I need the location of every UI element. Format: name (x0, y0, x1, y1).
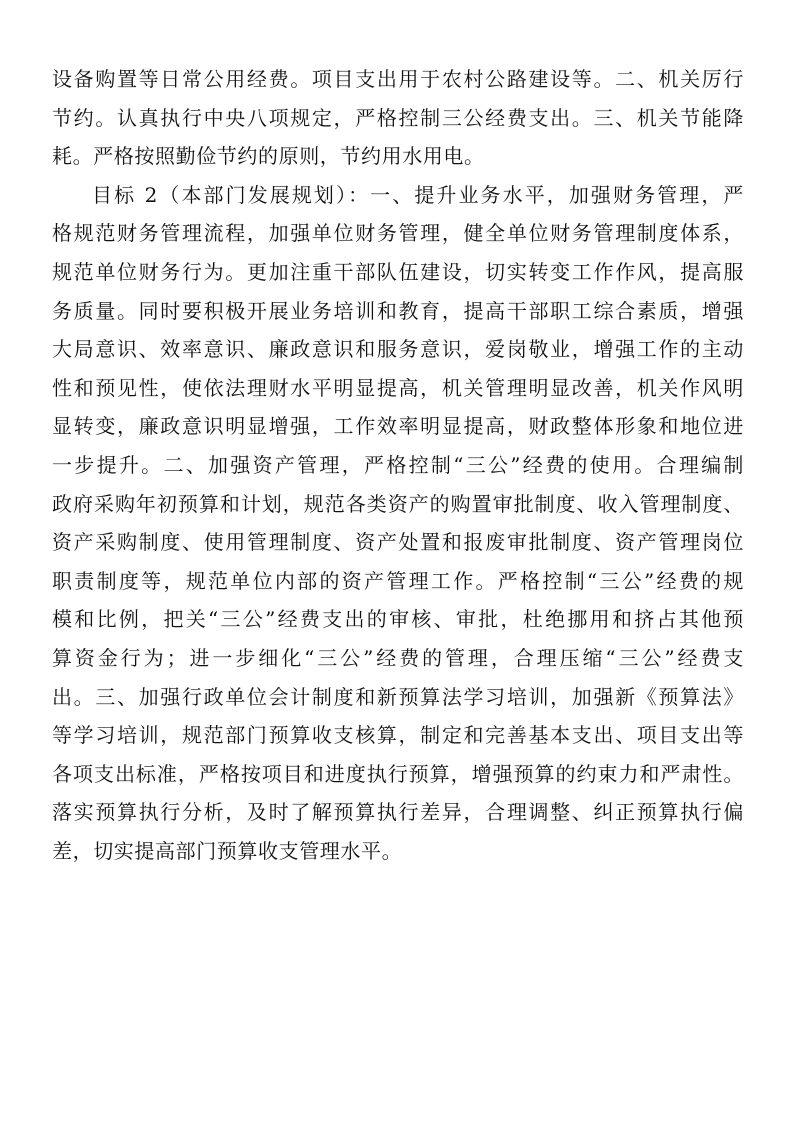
text-line: 显转变，廉政意识明显增强，工作效率明显提高，财政整体形象和地位进 (52, 414, 744, 439)
text-line: 设备购置等日常公用经费。项目支出用于农村公路建设等。二、机关厉行 (52, 67, 744, 91)
text-line: 职责制度等，规范单位内部的资产管理工作。严格控制“三公”经费的规 (52, 568, 744, 593)
text-line: 政府采购年初预算和计划，规范各类资产的购置审批制度、收入管理制度、 (52, 491, 744, 516)
document-body (52, 60, 744, 870)
paragraph-2 (52, 176, 744, 871)
text-line: 各项支出标准，严格按项目和进度执行预算，增强预算的约束力和严肃性。 (52, 761, 744, 786)
text-line: 等学习培训，规范部门预算收支核算，制定和完善基本支出、项目支出等 (52, 723, 744, 748)
text-line: 出。三、加强行政单位会计制度和新预算法学习培训，加强新《预算法》 (52, 684, 744, 709)
text-line: 大局意识、效率意识、廉政意识和服务意识，爱岗敬业，增强工作的主动 (52, 337, 744, 362)
text-line: 格规范财务管理流程，加强单位财务管理，健全单位财务管理制度体系， (52, 221, 744, 246)
text-line: 务质量。同时要积极开展业务培训和教育，提高干部职工综合素质，增强 (52, 298, 744, 323)
text-line: 差，切实提高部门预算收支管理水平。 (52, 838, 403, 863)
text-line: 资产采购制度、使用管理制度、资产处置和报废审批制度、资产管理岗位 (52, 530, 744, 555)
text-line: 算资金行为；进一步细化“三公”经费的管理，合理压缩“三公”经费支 (52, 645, 744, 670)
text-line: 落实预算执行分析，及时了解预算执行差异，合理调整、纠正预算执行偏 (52, 800, 744, 825)
text-line: 耗。严格按照勤俭节约的原则，节约用水用电。 (52, 144, 485, 169)
text-line: 节约。认真执行中央八项规定，严格控制三公经费支出。三、机关节能降 (52, 105, 744, 130)
text-line: 规范单位财务行为。更加注重干部队伍建设，切实转变工作作风，提高服 (52, 259, 744, 284)
text-line: 模和比例，把关“三公”经费支出的审核、审批，杜绝挪用和挤占其他预 (52, 607, 744, 632)
text-line: 性和预见性，使依法理财水平明显提高，机关管理明显改善，机关作风明 (52, 375, 744, 400)
text-line: 目标 2（本部门发展规划）：一、提升业务水平，加强财务管理，严 (92, 182, 744, 207)
text-line: 一步提升。二、加强资产管理，严格控制“三公”经费的使用。合理编制 (52, 452, 744, 477)
paragraph-1 (52, 60, 744, 176)
